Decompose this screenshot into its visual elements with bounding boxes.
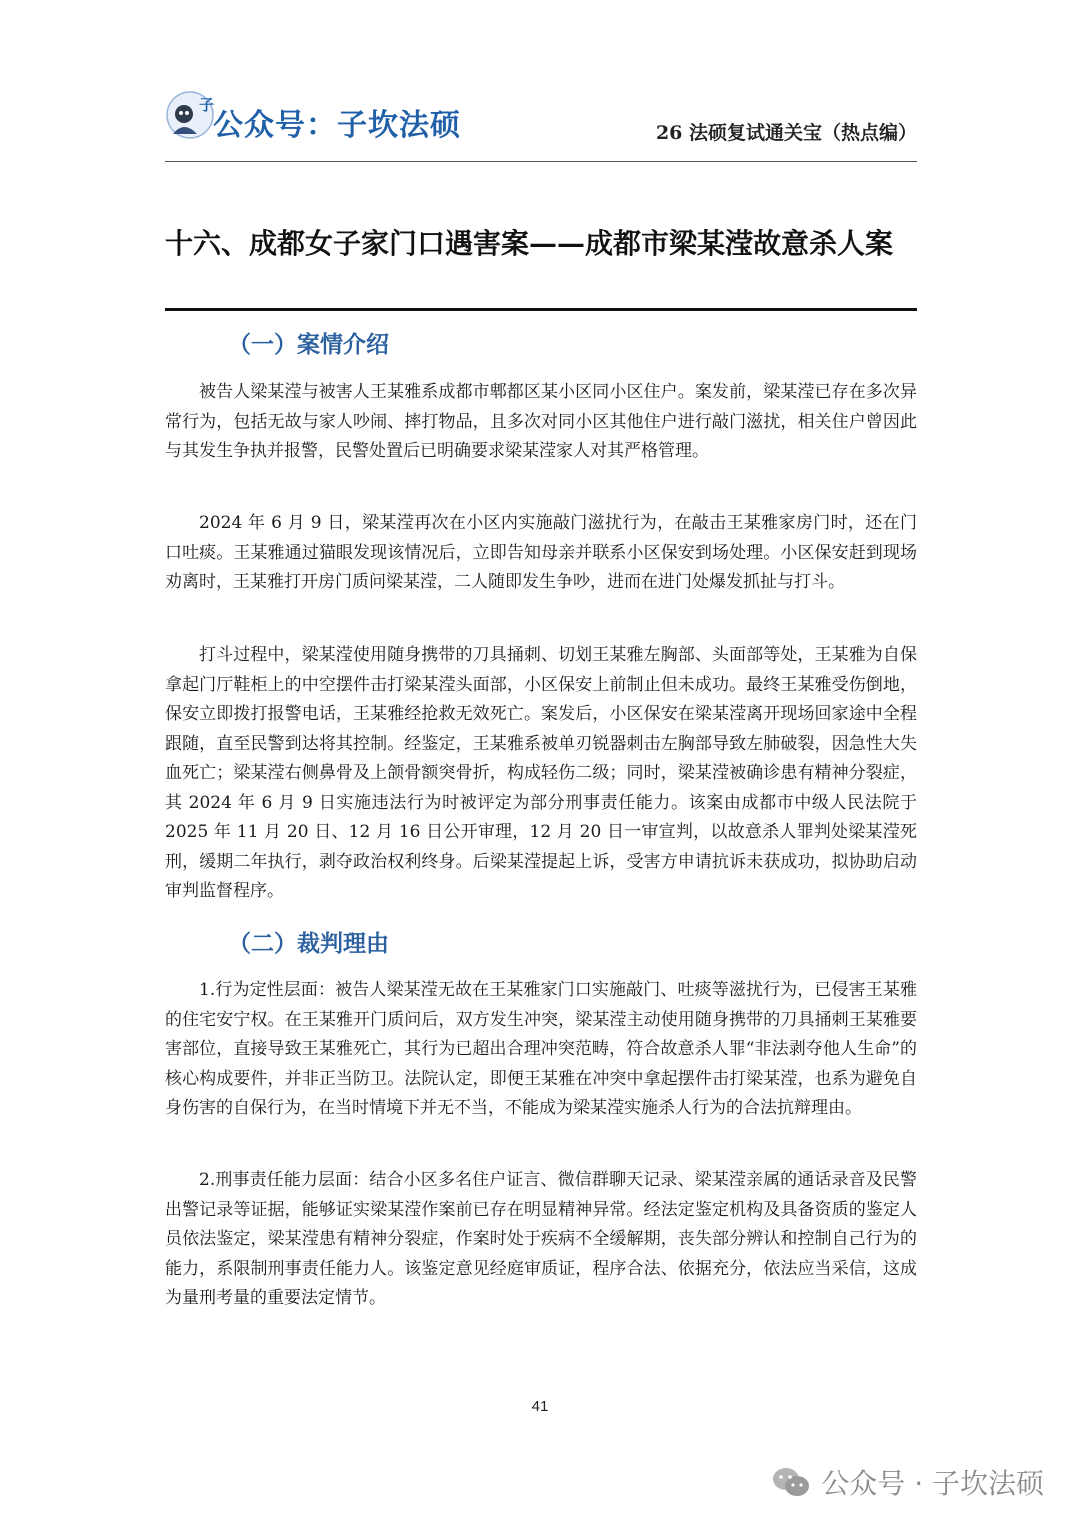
book-title: 26 法硕复试通关宝（热点编） bbox=[655, 122, 917, 144]
page-header bbox=[165, 88, 917, 163]
brand-name: 公众号：子坎法硕 bbox=[213, 108, 461, 143]
paragraph: 2.刑事责任能力层面：结合小区多名住户证言、微信群聊天记录、梁某滢亲属的通话录音及民警出警记录等证据，能够证实梁某滢作案前已存在明显精神异常。经法定鉴定机构及具备资质的鉴定人员依法鉴定，梁某滢患有精神分裂症，作案时处于疾病不全缓解期，丧失部分辨认和控制自己行为的能力，系限制刑事责任能力人。该鉴定意见经庭审质证，程序合法、依据充分，依法应当采信，这成为量刑考量的重要法定情节。 bbox=[165, 1170, 917, 1308]
svg-text:子: 子 bbox=[199, 96, 215, 114]
paragraph: 打斗过程中，梁某滢使用随身携带的刀具捅刺、切划王某雅左胸部、头面部等处，王某雅为自保拿起门厅鞋柜上的中空摆件击打梁某滢头面部，小区保安上前制止但未成功。最终王某雅受伤倒地，保安立即拨打报警电话，王某雅经抢救无效死亡。案发后，小区保安在梁某滢离开现场回家途中全程跟随，直至民警到达将其控制。经鉴定，王某雅系被单刃锐器刺击左胸部导致左肺破裂，因急性大失血死亡；梁某滢右侧鼻骨及上颌骨额突骨折，构成轻伤二级；同时，梁某滢被确诊患有精神分裂症，其 2024 年 6 月 9 日实施违法行为时被评定为部分刑事责任能力。该案由成都市中级人民法院于 2025 年 11 月 20 日、12 月 16 日公开审理，12 月 20 日一审宣判，以故意杀人罪判处梁某滢死刑，缓期二年执行，剥夺政治权利终身。后梁某滢提起上诉，受害方申请抗诉未获成功，拟协助启动审判监督程序。 bbox=[165, 645, 917, 901]
wechat-icon bbox=[771, 1465, 811, 1499]
paragraph: 2024 年 6 月 9 日，梁某滢再次在小区内实施敲门滋扰行为，在敲击王某雅家房门时，还在门口吐痰。王某雅通过猫眼发现该情况后，立即告知母亲并联系小区保安到场处理。小区保安赶到现场劝离时，王某雅打开房门质问梁某滢，二人随即发生争吵，进而在进门处爆发抓扯与打斗。 bbox=[165, 513, 917, 592]
paragraph: 1.行为定性层面：被告人梁某滢无故在王某雅家门口实施敲门、吐痰等滋扰行为，已侵害王某雅的住宅安宁权。在王某雅开门质问后，双方发生冲突，梁某滢主动使用随身携带的刀具捅刺王某雅要害部位，直接导致王某雅死亡，其行为已超出合理冲突范畴，符合故意杀人罪“非法剥夺他人生命”的核心构成要件，并非正当防卫。法院认定，即便王某雅在冲突中拿起摆件击打梁某滢，也系为避免自身伤害的自保行为，在当时情境下并无不当，不能成为梁某滢实施杀人行为的合法抗辩理由。 bbox=[165, 980, 917, 1118]
chapter-divider bbox=[165, 308, 917, 311]
header-divider bbox=[165, 161, 917, 162]
section-heading-case-intro: （一）案情介绍 bbox=[228, 331, 389, 358]
wechat-watermark bbox=[771, 1462, 1044, 1502]
chapter-title: 十六、成都女子家门口遇害案——成都市梁某滢故意杀人案 bbox=[165, 227, 894, 260]
section-heading-judgment-reasons: （二）裁判理由 bbox=[228, 930, 389, 957]
brand-logo-icon bbox=[165, 90, 215, 140]
watermark-text: 公众号 · 子坎法硕 bbox=[821, 1467, 1044, 1500]
paragraph: 被告人梁某滢与被害人王某雅系成都市郫都区某小区同小区住户。案发前，梁某滢已存在多次异常行为，包括无故与家人吵闹、摔打物品，且多次对同小区其他住户进行敲门滋扰，相关住户曾因此与其发生争执并报警，民警处置后已明确要求梁某滢家人对其严格管理。 bbox=[165, 382, 917, 461]
page-number: 41 bbox=[531, 1398, 549, 1415]
